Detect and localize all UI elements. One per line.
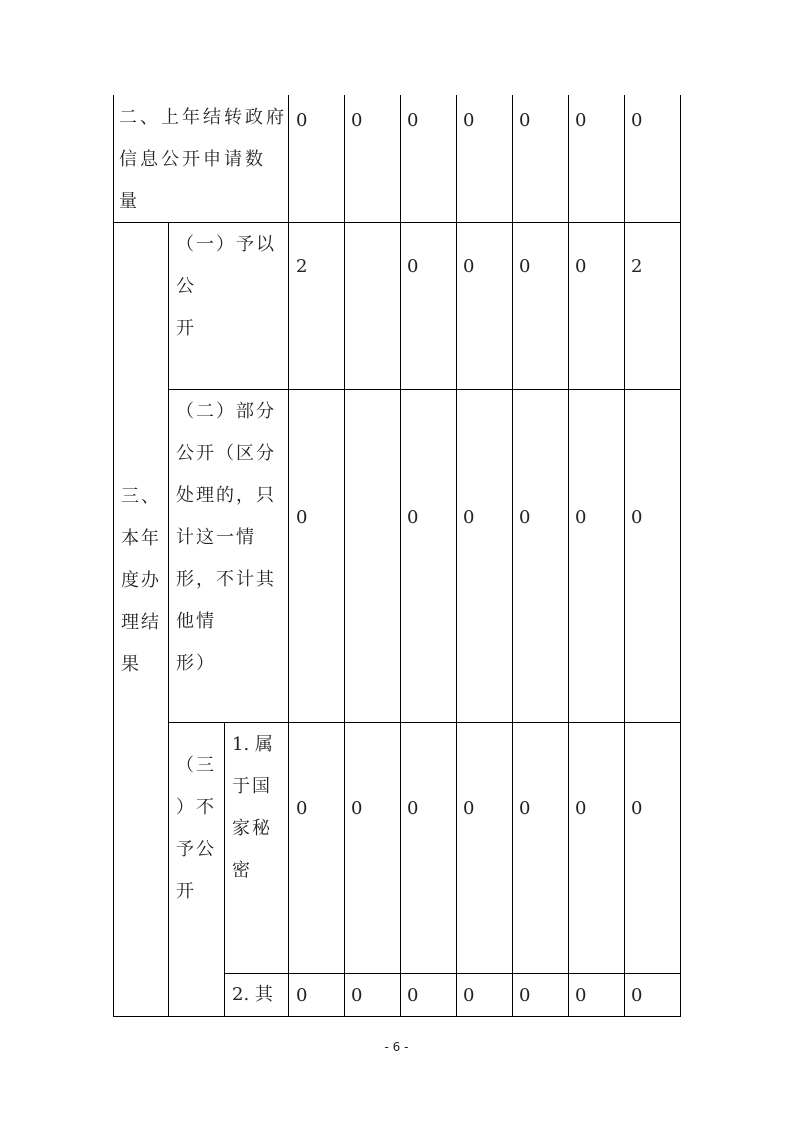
deny-sub1-value: 0 [351,798,363,819]
partial-label-line: （二）部分 [176,401,276,422]
section3-label-line: 三、 [121,486,161,507]
carryover-value: 0 [296,110,308,131]
deny-sub2-label: 2. 其 [232,984,273,1005]
rule-row5-top [224,973,680,974]
carryover-label-line: 信息公开申请数 [119,149,266,170]
carryover-label-line: 二、上年结转政府 [119,107,287,128]
deny-sub2-value: 0 [351,985,363,1006]
deny-sub1-value: 0 [631,798,643,819]
carryover-label [119,97,287,223]
deny-sub1-label-line: 1. 属 [232,734,273,755]
deny-sub2-value: 0 [296,985,308,1006]
rule-col-5 [568,95,569,1017]
partial-value: 0 [575,507,587,528]
grant-label-line: 公 [176,276,196,297]
grant-label-line: 开 [176,318,196,339]
grant-value: 0 [575,256,587,277]
deny-sub1-label [232,724,273,892]
section3-label-line: 果 [121,654,141,675]
rule-col-1 [344,95,345,1017]
carryover-label-line: 量 [119,191,139,212]
deny-sub1-value: 0 [296,798,308,819]
deny-sub1-value: 0 [407,798,419,819]
grant-label [176,224,276,350]
deny-label [176,745,216,913]
partial-value: 0 [407,507,419,528]
partial-value: 0 [519,507,531,528]
partial-label-line: 形，不计其 [176,569,276,590]
rule-left-border [113,95,114,1017]
deny-sub1-value: 0 [463,798,475,819]
rule-col-4 [512,95,513,1017]
deny-sub2-value: 0 [631,985,643,1006]
rule-col-c [288,95,289,1017]
rule-col-b [224,722,225,1017]
deny-sub2-value: 0 [463,985,475,1006]
partial-label-line: 处理的，只 [176,485,276,506]
grant-value: 2 [296,256,308,277]
deny-sub1-label-line: 于国 [232,776,272,797]
grant-label-line: （一）予以 [176,234,276,255]
deny-label-line: ）不 [176,797,216,818]
partial-label-line: 公开（区分 [176,443,276,464]
carryover-value: 0 [631,110,643,131]
deny-sub1-label-line: 家秘 [232,818,272,839]
deny-label-line: 予公 [176,839,216,860]
carryover-value: 0 [407,110,419,131]
rule-right-border [680,95,681,1017]
rule-col-6 [624,95,625,1017]
partial-value: 0 [631,507,643,528]
carryover-value: 0 [575,110,587,131]
partial-label-line: 计这一情 [176,527,256,548]
grant-value: 0 [519,256,531,277]
carryover-value: 0 [463,110,475,131]
section3-label [121,476,161,686]
partial-label [176,391,276,685]
carryover-value: 0 [519,110,531,131]
section3-label-line: 度办 [121,570,161,591]
deny-sub1-label-line: 密 [232,860,252,881]
deny-sub2-value: 0 [519,985,531,1006]
rule-table-bottom [113,1016,681,1017]
partial-value: 0 [463,507,475,528]
deny-label-line: （三 [176,755,216,776]
partial-label-line: 形） [176,653,216,674]
grant-value: 2 [631,256,643,277]
section3-label-line: 理结 [121,612,161,633]
rule-col-2 [400,95,401,1017]
grant-value: 0 [463,256,475,277]
rule-col-a [168,222,169,1017]
partial-label-line: 他情 [176,611,216,632]
grant-value: 0 [407,256,419,277]
deny-sub1-value: 0 [575,798,587,819]
partial-value: 0 [296,507,308,528]
deny-label-line: 开 [176,881,196,902]
deny-sub1-value: 0 [519,798,531,819]
section3-label-line: 本年 [121,528,161,549]
carryover-value: 0 [351,110,363,131]
deny-sub2-value: 0 [407,985,419,1006]
deny-sub2-value: 0 [575,985,587,1006]
rule-col-3 [456,95,457,1017]
page-number: - 6 - [384,1040,409,1054]
